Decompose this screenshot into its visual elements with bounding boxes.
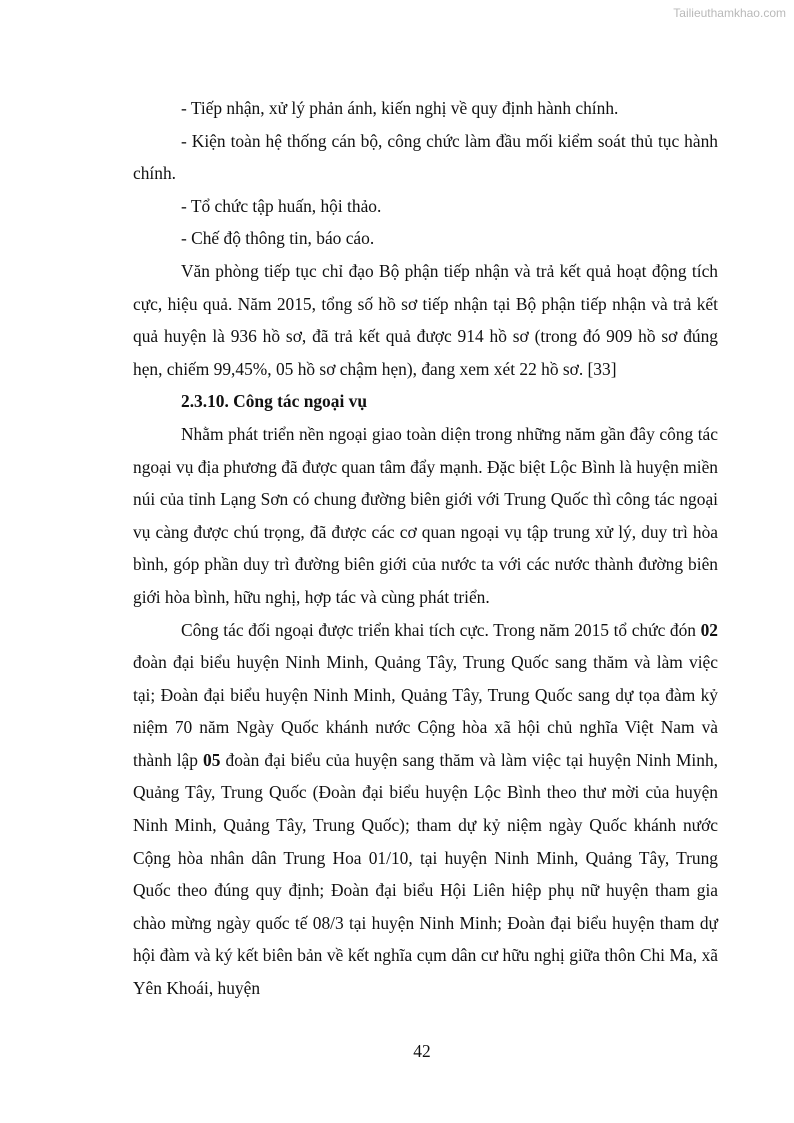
bullet-item: - Chế độ thông tin, báo cáo. <box>181 228 375 249</box>
bullet-item: - Kiện toàn hệ thống cán bộ, công chức làm đầu mối kiểm soát thủ tục hành chính. <box>133 130 718 184</box>
bold-number: 05 <box>203 749 221 770</box>
bold-number: 02 <box>700 619 718 640</box>
text-run: Công tác đối ngoại được triển khai tích cực. Trong năm 2015 tổ chức đón <box>181 619 701 640</box>
text-run: đoàn đại biểu huyện Ninh Minh, Quảng Tây, Trung Quốc sang thăm và làm việc tại; Đoàn đại biểu huyện Ninh Minh, Quảng Tây, Trung Quốc sang dự tọa đàm kỷ niệm 70 năm Ngày Quốc khánh nước Cộng hòa xã hội chủ nghĩa Việt Nam và thành lập <box>133 652 718 770</box>
page-number: 42 <box>413 1041 431 1061</box>
document-body <box>133 92 718 1005</box>
paragraph-intro: Nhằm phát triển nền ngoại giao toàn diện trong những năm gần đây công tác ngoại vụ địa phương đã được quan tâm đẩy mạnh. Đặc biệt Lộc Bình là huyện miền núi của tỉnh Lạng Sơn có chung đường biên giới với Trung Quốc thì công tác ngoại vụ càng được chú trọng, đã được các cơ quan ngoại vụ tập trung xử lý, duy trì hòa bình, góp phần duy trì đường biên giới của nước ta với các nước thành đường biên giới hòa bình, hữu nghị, hợp tác và cùng phát triển. <box>133 423 718 607</box>
watermark-text: Tailieuthamkhao.com <box>673 6 786 20</box>
text-run: đoàn đại biểu của huyện sang thăm và làm việc tại huyện Ninh Minh, Quảng Tây, Trung Quốc (Đoàn đại biểu huyện Lộc Bình theo thư mời của huyện Ninh Minh, Quảng Tây, Trung Quốc); tham dự kỷ niệm ngày Quốc khánh nước Cộng hòa nhân dân Trung Hoa 01/10, tại huyện Ninh Minh, Quảng Tây, Trung Quốc theo đúng quy định; Đoàn đại biểu Hội Liên hiệp phụ nữ huyện tham gia chào mừng ngày quốc tế 08/3 tại huyện Ninh Minh; Đoàn đại biểu huyện tham dự hội đàm và ký kết biên bản về kết nghĩa cụm dân cư hữu nghị giữa thôn Chi Ma, xã Yên Khoái, huyện <box>133 749 718 999</box>
paragraph-foreign-affairs <box>133 614 718 1005</box>
bullet-item: - Tiếp nhận, xử lý phản ánh, kiến nghị về quy định hành chính. <box>181 98 619 118</box>
bullet-item: - Tổ chức tập huấn, hội thảo. <box>181 195 382 216</box>
section-heading: 2.3.10. Công tác ngoại vụ <box>181 391 367 412</box>
paragraph-office: Văn phòng tiếp tục chỉ đạo Bộ phận tiếp nhận và trả kết quả hoạt động tích cực, hiệu quả. Năm 2015, tổng số hồ sơ tiếp nhận tại Bộ phận tiếp nhận và trả kết quả huyện là 936 hồ sơ, đã trả kết quả được 914 hồ sơ (trong đó 909 hồ sơ đúng hẹn, chiếm 99,45%, 05 hồ sơ chậm hẹn), đang xem xét 22 hồ sơ. [33] <box>133 260 718 379</box>
